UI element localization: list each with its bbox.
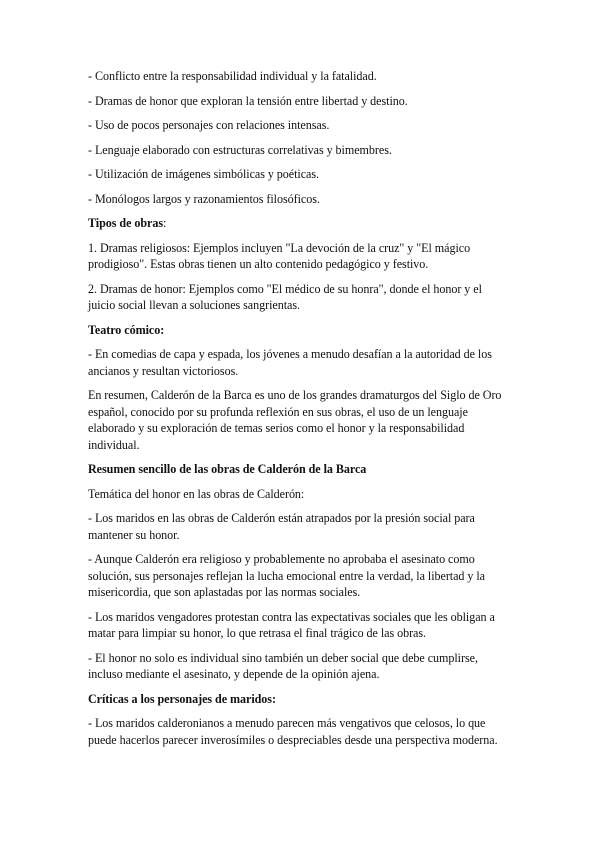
comico-heading: Teatro cómico: xyxy=(88,322,165,337)
resumen-paragraph: En resumen, Calderón de la Barca es uno de los grandes dramaturgos del Siglo de Oro español, conocido por su profunda reflexión en sus obras, el uso de un lenguaje elaborado y su exploración de temas serios como el honor y la responsabilidad individual. xyxy=(88,388,502,452)
tipos-heading-colon: : xyxy=(163,216,167,230)
feature-item: - Dramas de honor que exploran la tensión entre libertad y destino. xyxy=(88,93,408,108)
criticas-heading: Críticas a los personajes de maridos: xyxy=(88,691,276,706)
honor-item: - Aunque Calderón era religioso y probablemente no aprobaba el asesinato como solución, sus personajes reflejan la lucha emocional entre la verdad, la libertad y la misericordia, que son aplastadas por las normas sociales. xyxy=(88,552,485,599)
feature-item: - Lenguaje elaborado con estructuras correlativas y bimembres. xyxy=(88,142,392,157)
feature-item: - Utilización de imágenes simbólicas y poéticas. xyxy=(88,167,320,181)
comico-item: - En comedias de capa y espada, los jóvenes a menudo desafían a la autoridad de los ancianos y resultan victoriosos. xyxy=(88,347,492,378)
feature-item: - Conflicto entre la responsabilidad individual y la fatalidad. xyxy=(88,69,377,83)
resumen-sencillo-heading: Resumen sencillo de las obras de Calderón de la Barca xyxy=(88,462,367,476)
criticas-item: - Los maridos calderonianos a menudo parecen más vengativos que celosos, lo que puede hacerlos parecer inverosímiles o despreciables desde una perspectiva moderna. xyxy=(88,716,498,747)
tipos-heading-line xyxy=(88,215,511,232)
tipos-item: 2. Dramas de honor: Ejemplos como "El médico de su honra", donde el honor y el juicio social llevan a soluciones sangrientas. xyxy=(88,281,482,312)
tipos-item: 1. Dramas religiosos: Ejemplos incluyen "La devoción de la cruz" y "El mágico prodigioso". Estas obras tienen un alto contenido pedagógico y festivo. xyxy=(88,240,471,271)
feature-item: - Monólogos largos y razonamientos filosóficos. xyxy=(88,191,320,206)
honor-item: - Los maridos en las obras de Calderón están atrapados por la presión social para mantener su honor. xyxy=(88,511,475,542)
honor-item: - El honor no solo es individual sino también un deber social que debe cumplirse, incluso mediante el asesinato, y depende de la opinión ajena. xyxy=(88,650,478,681)
tipos-heading: Tipos de obras xyxy=(88,216,164,230)
honor-item: - Los maridos vengadores protestan contra las expectativas sociales que les obligan a matar para limpiar su honor, lo que retrasa el final trágico de las obras. xyxy=(88,609,495,640)
honor-subheading: Temática del honor en las obras de Calderón: xyxy=(88,486,305,501)
feature-item: - Uso de pocos personajes con relaciones intensas. xyxy=(88,118,330,132)
